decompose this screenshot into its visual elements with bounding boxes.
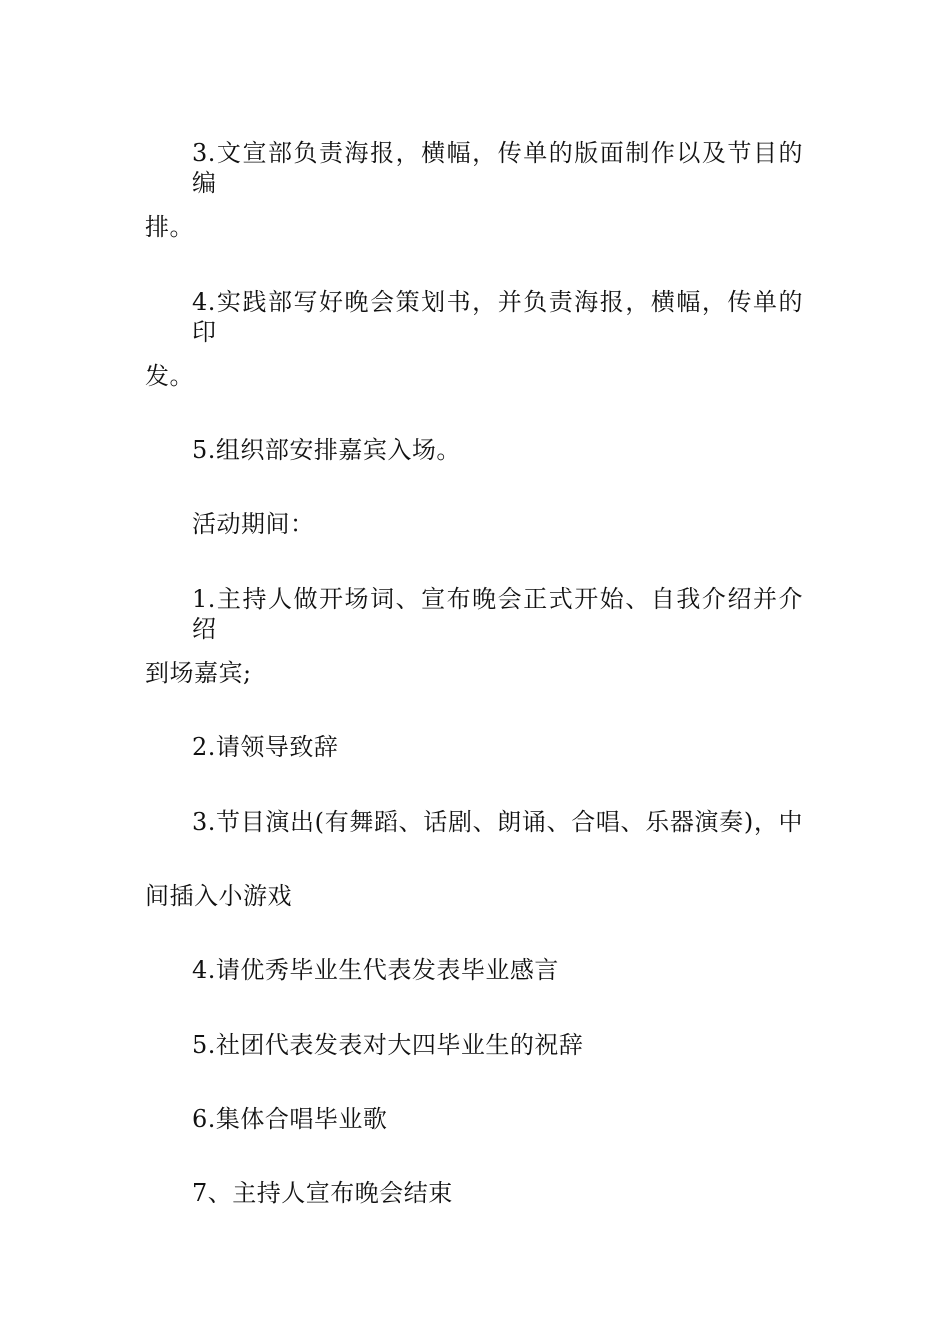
paragraph-line: 发。 bbox=[145, 362, 194, 390]
paragraph-line: 4.实践部写好晚会策划书，并负责海报，横幅，传单的印 bbox=[192, 288, 803, 346]
paragraph-line: 1.主持人做开场词、宣布晚会正式开始、自我介绍并介绍 bbox=[192, 585, 803, 643]
paragraph-line: 7、主持人宣布晚会结束 bbox=[192, 1179, 453, 1207]
paragraph-line: 间插入小游戏 bbox=[145, 882, 292, 910]
paragraph-line: 2.请领导致辞 bbox=[192, 733, 339, 761]
paragraph-line: 到场嘉宾; bbox=[145, 659, 252, 687]
section-heading: 活动期间： bbox=[192, 510, 315, 538]
paragraph-line: 5.社团代表发表对大四毕业生的祝辞 bbox=[192, 1031, 584, 1059]
paragraph-line: 排。 bbox=[145, 213, 194, 241]
paragraph-line: 5.组织部安排嘉宾入场。 bbox=[192, 436, 461, 464]
paragraph-line: 4.请优秀毕业生代表发表毕业感言 bbox=[192, 956, 559, 984]
paragraph-line: 3.文宣部负责海报，横幅，传单的版面制作以及节目的编 bbox=[192, 139, 803, 197]
paragraph-line: 6.集体合唱毕业歌 bbox=[192, 1105, 388, 1133]
paragraph-line: 3.节目演出(有舞蹈、话剧、朗诵、合唱、乐器演奏)，中 bbox=[192, 808, 803, 836]
